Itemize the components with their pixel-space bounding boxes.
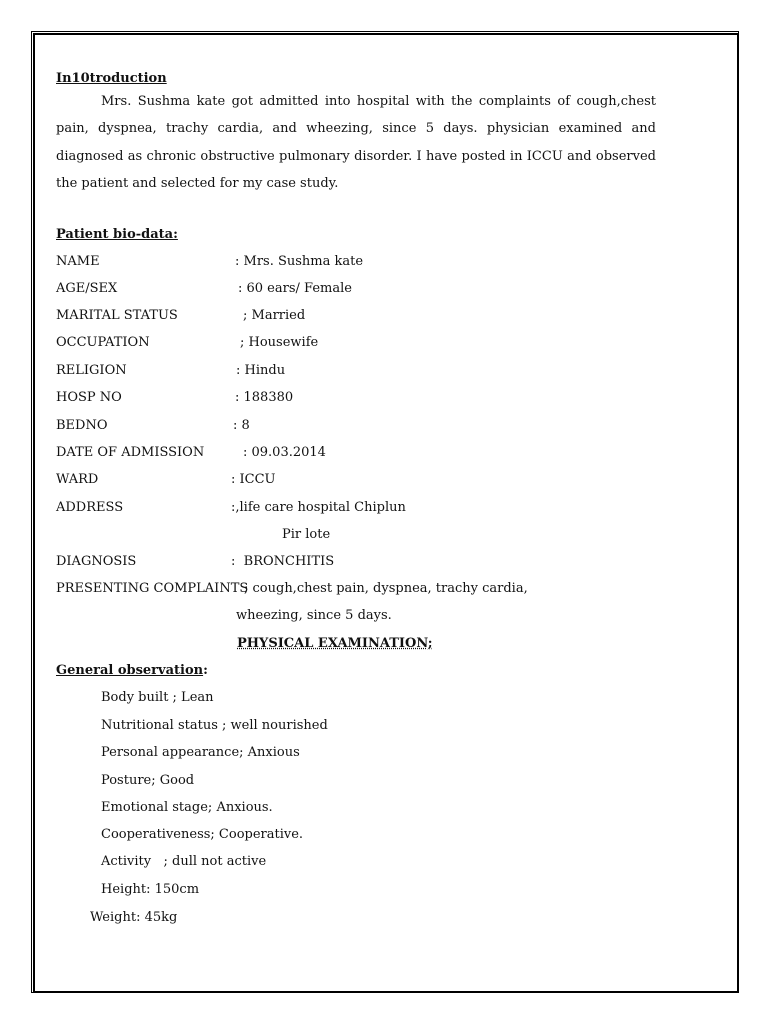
biodata-label-age-sex: AGE/SEX <box>56 281 118 296</box>
biodata-label-hosp-no: HOSP NO <box>56 390 122 405</box>
biodata-value-hosp-no: : 188380 <box>235 390 294 405</box>
biodata-heading: Patient bio-data: <box>56 227 178 242</box>
biodata-label-date-of-admission: DATE OF ADMISSION <box>56 445 205 460</box>
biodata-label-name: NAME <box>56 254 100 269</box>
biodata-label-marital-status: MARITAL STATUS <box>56 308 178 323</box>
biodata-value-occupation: ; Housewife <box>240 335 319 350</box>
biodata-label-presenting-complaints: PRESENTING COMPLAINTS <box>56 581 249 596</box>
biodata-value-marital-status: ; Married <box>243 308 306 323</box>
general-item-cooperativeness: Cooperativeness; Cooperative. <box>101 827 304 842</box>
general-item-personal-appearance: Personal appearance; Anxious <box>101 745 300 760</box>
biodata-label-religion: RELIGION <box>56 363 127 378</box>
biodata-value-address-line2: Pir lote <box>282 527 331 542</box>
biodata-label-address: ADDRESS <box>56 500 124 515</box>
biodata-value-religion: : Hindu <box>236 363 286 378</box>
biodata-label-bed-no: BEDNO <box>56 418 108 433</box>
biodata-value-bed-no: : 8 <box>233 418 250 433</box>
biodata-value-address: :,life care hospital Chiplun <box>231 500 406 515</box>
physical-examination-heading: PHYSICAL EXAMINATION; <box>237 636 433 651</box>
biodata-value-age-sex: : 60 ears/ Female <box>238 281 352 296</box>
general-item-weight: Weight: 45kg <box>90 910 178 925</box>
intro-paragraph: Mrs. Sushma kate got admitted into hospital with the complaints of cough,chest pain, dyspnea, trachy cardia, and wheezing, since 5 days. physician examined and diagnosed as chronic obstructive pulmonary disorder. I have posted in ICCU and observed the patient and selected for my case study. <box>56 94 656 191</box>
general-item-posture: Posture; Good <box>101 773 195 788</box>
general-item-body-built: Body built ; Lean <box>101 690 214 705</box>
biodata-label-occupation: OCCUPATION <box>56 335 150 350</box>
general-observation-heading: General observation <box>56 663 204 678</box>
biodata-value-ward: : ICCU <box>231 472 276 487</box>
general-observation-heading-row <box>56 663 208 679</box>
general-item-emotional-stage: Emotional stage; Anxious. <box>101 800 273 815</box>
biodata-value-diagnosis: : BRONCHITIS <box>231 554 335 569</box>
intro-heading: In10troduction <box>56 71 167 86</box>
biodata-value-date-of-admission: : 09.03.2014 <box>243 445 326 460</box>
biodata-value-name: : Mrs. Sushma kate <box>235 254 364 269</box>
general-item-height: Height: 150cm <box>101 882 200 897</box>
biodata-value-presenting-complaints: ; cough,chest pain, dyspnea, trachy cardia, <box>244 581 528 596</box>
biodata-value-presenting-complaints-line2: wheezing, since 5 days. <box>236 608 392 623</box>
biodata-label-ward: WARD <box>56 472 99 487</box>
general-observation-heading-colon: : <box>203 663 208 678</box>
general-item-activity: Activity ; dull not active <box>101 854 267 869</box>
biodata-label-diagnosis: DIAGNOSIS <box>56 554 137 569</box>
general-item-nutritional-status: Nutritional status ; well nourished <box>101 718 328 733</box>
